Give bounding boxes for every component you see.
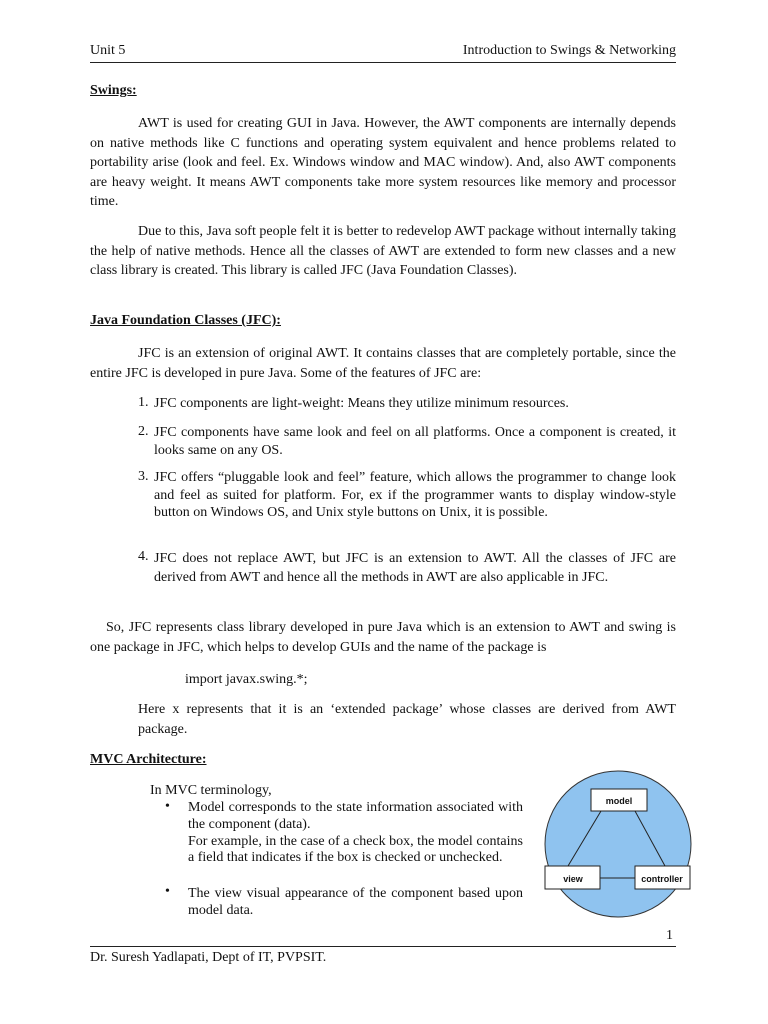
controller-label: controller	[641, 874, 683, 884]
view-label: view	[563, 874, 583, 884]
list-item-number: 2.	[138, 424, 149, 439]
list-item-number: 4.	[138, 549, 149, 564]
header-rule	[90, 62, 676, 63]
list-item: JFC components have same look and feel on all platforms. Once a component is created, it looks same on any OS.	[154, 425, 676, 458]
list-item-number: 3.	[138, 469, 149, 484]
jfc-heading: Java Foundation Classes (JFC):	[90, 313, 281, 328]
bullet-icon: •	[165, 884, 170, 899]
list-item: JFC does not replace AWT, but JFC is an extension to AWT. All the classes of JFC are derived from AWT and hence all the methods in AWT are also applicable in JFC.	[154, 551, 676, 585]
swings-heading: Swings:	[90, 83, 137, 98]
list-item: The view visual appearance of the component based upon model data.	[188, 886, 523, 918]
list-item: JFC offers “pluggable look and feel” feature, which allows the programmer to change look and feel as suited for platform. For, ex if the programmer wants to display window-style button on Windows OS, and Unix style buttons on Unix, it is possible.	[154, 470, 676, 520]
list-item: Model corresponds to the state information associated with the component (data). For example, in the case of a check box, the model contains a field that indicates if the box is checked or unchecked.	[188, 800, 523, 866]
jfc-summary: So, JFC represents class library developed in pure Java which is an extension to AWT and swing is one package in JFC, which helps to develop GUIs and the name of the package is	[90, 620, 676, 655]
import-note: Here x represents that it is an ‘extended package’ whose classes are derived from AWT package.	[138, 702, 676, 737]
header-unit: Unit 5	[90, 43, 126, 58]
model-label: model	[605, 796, 633, 806]
footer-rule	[90, 946, 676, 947]
footer-author: Dr. Suresh Yadlapati, Dept of IT, PVPSIT.	[90, 950, 327, 965]
swings-paragraph-2: Due to this, Java soft people felt it is better to redevelop AWT package without internally taking the help of native methods. Hence all the classes of AWT are extended to form new classes and a new class library is created. This library is called JFC (Java Foundation Classes).	[90, 224, 676, 278]
page-number: 1	[666, 928, 673, 943]
swings-paragraph-1: AWT is used for creating GUI in Java. However, the AWT components are internally depends on native methods like C functions and operating system equivalent and hence problems related to portability arise (look and feel. Ex. Windows window and MAC window). And, also AWT components are heavy weight. It means AWT components take more system resources like memory and processor time.	[90, 116, 676, 209]
mvc-intro: In MVC terminology,	[150, 783, 272, 798]
mvc-heading: MVC Architecture:	[90, 752, 207, 767]
import-statement: import javax.swing.*;	[185, 672, 308, 687]
header-title: Introduction to Swings & Networking	[462, 43, 676, 58]
mvc-diagram	[543, 769, 693, 919]
bullet-icon: •	[165, 799, 170, 814]
list-item: JFC components are light-weight: Means they utilize minimum resources.	[154, 396, 569, 411]
jfc-paragraph: JFC is an extension of original AWT. It contains classes that are completely portable, since the entire JFC is developed in pure Java. Some of the features of JFC are:	[90, 346, 676, 381]
list-item-number: 1.	[138, 395, 149, 410]
